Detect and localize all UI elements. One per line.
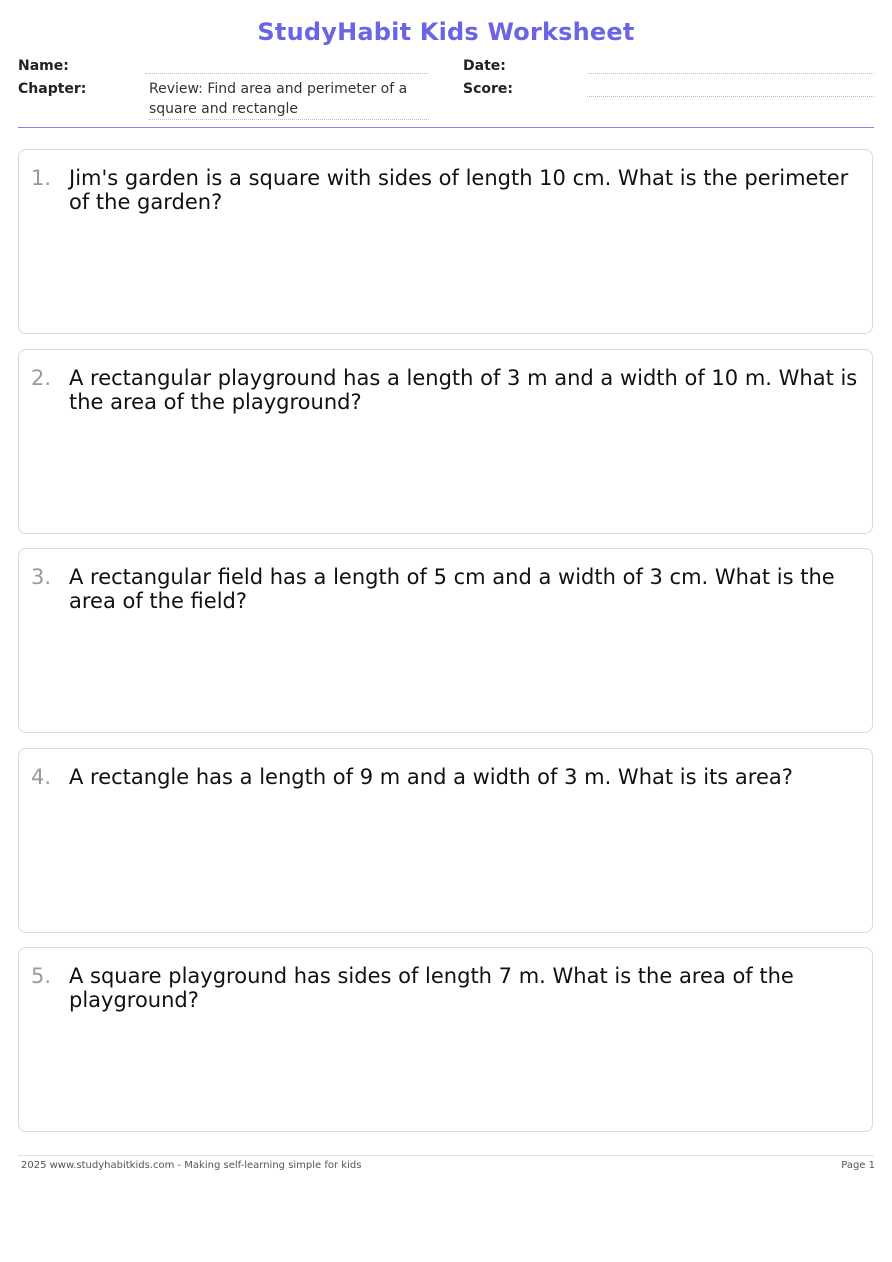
question-number: 1.	[31, 166, 52, 190]
name-label: Name:	[18, 58, 69, 74]
score-field-line[interactable]	[587, 96, 874, 97]
header-divider	[18, 127, 874, 128]
question-card-1[interactable]	[18, 149, 873, 334]
question-text: Jim's garden is a square with sides of length 10 cm. What is the perimeter of the garden?	[69, 166, 849, 214]
footer-divider	[18, 1155, 874, 1156]
score-label: Score:	[463, 81, 513, 97]
question-number: 2.	[31, 366, 52, 390]
date-field-line[interactable]	[587, 73, 874, 74]
question-card-4[interactable]	[18, 748, 873, 933]
question-text: A square playground has sides of length 7 m. What is the area of the playground?	[69, 964, 794, 1012]
question-card-2[interactable]	[18, 349, 873, 534]
question-number: 3.	[31, 565, 52, 589]
date-label: Date:	[463, 58, 506, 74]
chapter-label: Chapter:	[18, 81, 87, 97]
question-text: A rectangle has a length of 9 m and a width of 3 m. What is its area?	[69, 765, 793, 789]
question-number: 4.	[31, 765, 52, 789]
footer-credit: 2025 www.studyhabitkids.com - Making self-learning simple for kids	[21, 1160, 362, 1171]
page-number: Page 1	[841, 1160, 875, 1171]
chapter-value: Review: Find area and perimeter of a square and rectangle	[149, 79, 429, 120]
question-card-3[interactable]	[18, 548, 873, 733]
name-field-line[interactable]	[145, 73, 429, 74]
question-text: A rectangular field has a length of 5 cm and a width of 3 cm. What is the area of the field?	[69, 565, 835, 613]
question-text: A rectangular playground has a length of 3 m and a width of 10 m. What is the area of the playground?	[69, 366, 858, 414]
page-title: StudyHabit Kids Worksheet	[257, 18, 635, 46]
question-number: 5.	[31, 964, 52, 988]
question-card-5[interactable]	[18, 947, 873, 1132]
